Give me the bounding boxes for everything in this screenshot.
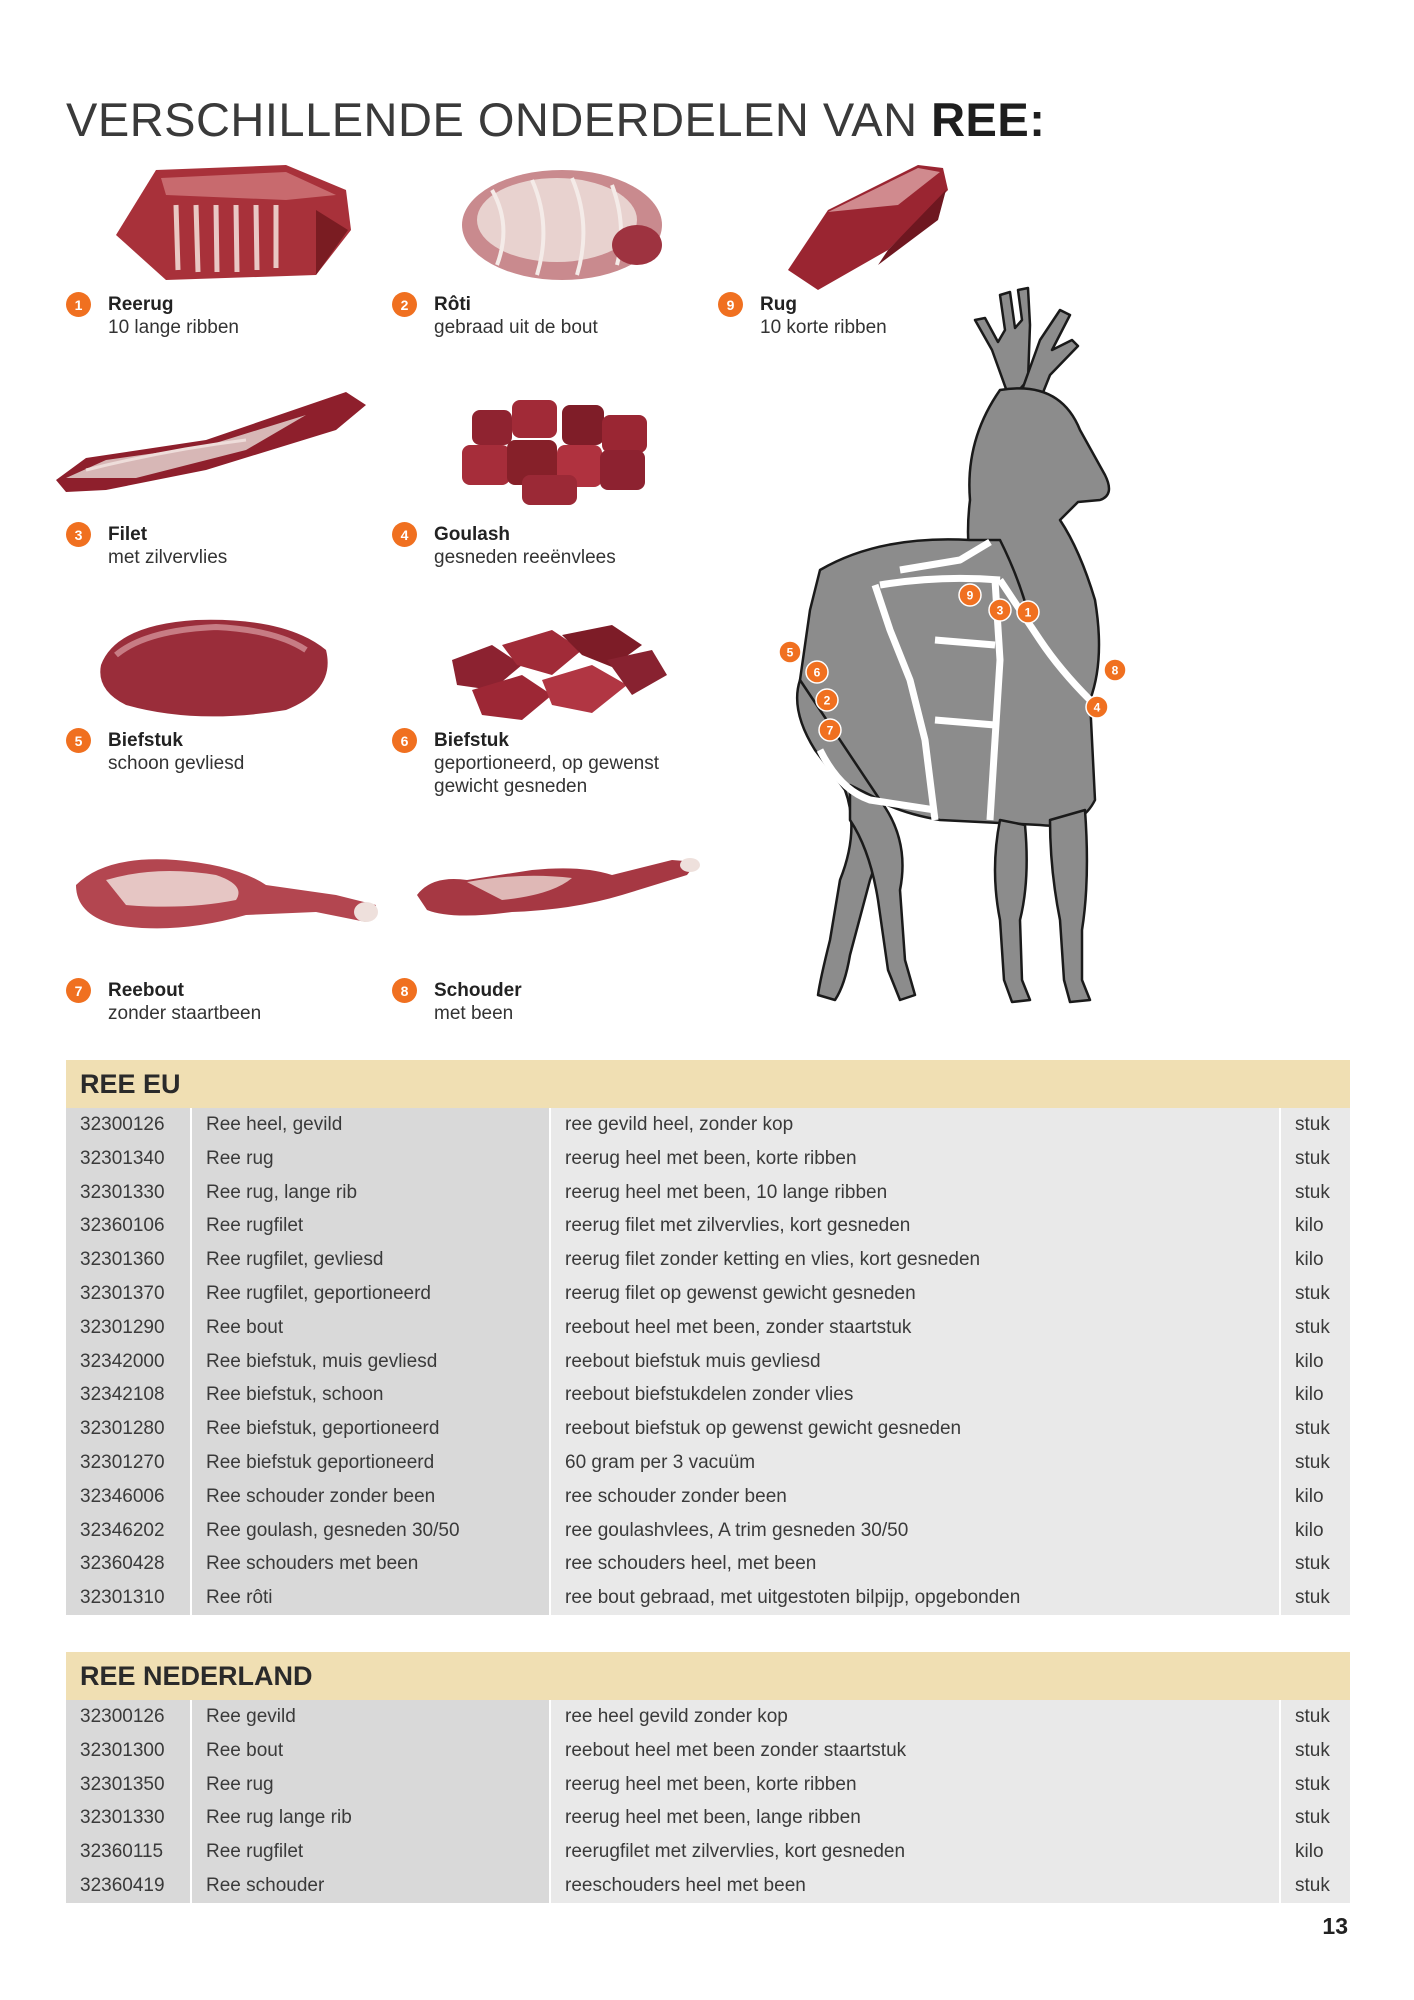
- product-unit: stuk: [1279, 1176, 1350, 1210]
- product-code: 32301340: [66, 1142, 190, 1176]
- product-description: reerug filet met zilvervlies, kort gesneden: [549, 1209, 1279, 1243]
- table-row: [66, 1514, 1350, 1548]
- product-unit: stuk: [1279, 1700, 1350, 1734]
- product-description: reebout heel met been zonder staartstuk: [549, 1734, 1279, 1768]
- product-name: Ree rug, lange rib: [190, 1176, 549, 1210]
- goulash-photo: [452, 380, 682, 510]
- table-row: [66, 1176, 1350, 1210]
- product-name: Ree biefstuk, muis gevliesd: [190, 1345, 549, 1379]
- table-row: [66, 1835, 1350, 1869]
- cut-desc: geportioneerd, op gewenst gewicht gesneden: [434, 753, 659, 797]
- cut-marker-label: 6: [813, 665, 821, 680]
- cut-desc: 10 korte ribben: [760, 317, 887, 338]
- cut-desc: schoon gevliesd: [108, 753, 245, 774]
- cut-marker: [1104, 659, 1126, 681]
- cut-filet: [66, 380, 386, 580]
- product-unit: stuk: [1279, 1142, 1350, 1176]
- cut-desc: zonder staartbeen: [108, 1003, 262, 1024]
- product-description: ree schouders heel, met been: [549, 1547, 1279, 1581]
- cut-reerug: [66, 150, 366, 350]
- cut-marker: [1086, 696, 1108, 718]
- cut-biefstuk-schoon: [66, 605, 366, 805]
- table-row: [66, 1311, 1350, 1345]
- cut-name: Reerug: [108, 294, 174, 315]
- schouder-photo: [412, 850, 712, 940]
- product-name: Ree schouder zonder been: [190, 1480, 549, 1514]
- product-description: reerug heel met been, 10 lange ribben: [549, 1176, 1279, 1210]
- product-name: Ree schouder: [190, 1869, 549, 1903]
- table-row: [66, 1277, 1350, 1311]
- cut-desc: met been: [434, 1003, 514, 1024]
- product-unit: kilo: [1279, 1243, 1350, 1277]
- product-unit: stuk: [1279, 1446, 1350, 1480]
- cut-marker: [989, 599, 1011, 621]
- product-description: ree bout gebraad, met uitgestoten bilpijp, opgebonden: [549, 1581, 1279, 1615]
- product-unit: stuk: [1279, 1311, 1350, 1345]
- product-unit: stuk: [1279, 1412, 1350, 1446]
- cut-number-badge: 9: [718, 292, 743, 317]
- cut-name: Filet: [108, 524, 148, 545]
- product-unit: kilo: [1279, 1345, 1350, 1379]
- product-name: Ree rugfilet: [190, 1835, 549, 1869]
- cut-number-badge: 3: [66, 522, 91, 547]
- product-name: Ree rugfilet, geportioneerd: [190, 1277, 549, 1311]
- cut-marker: [816, 689, 838, 711]
- cut-marker-label: 9: [966, 588, 974, 603]
- cut-biefstuk-geportioneerd: [392, 605, 712, 805]
- product-name: Ree biefstuk, geportioneerd: [190, 1412, 549, 1446]
- product-table-ree-nederland: [66, 1700, 1350, 1903]
- cut-name: Goulash: [434, 524, 511, 545]
- product-description: reebout heel met been, zonder staartstuk: [549, 1311, 1279, 1345]
- table-row: [66, 1243, 1350, 1277]
- product-unit: kilo: [1279, 1514, 1350, 1548]
- cut-desc: met zilvervlies: [108, 547, 228, 568]
- cut-marker-label: 5: [786, 645, 794, 660]
- product-unit: kilo: [1279, 1209, 1350, 1243]
- product-name: Ree biefstuk, schoon: [190, 1378, 549, 1412]
- product-description: ree goulashvlees, A trim gesneden 30/50: [549, 1514, 1279, 1548]
- product-name: Ree rug: [190, 1768, 549, 1802]
- product-name: Ree bout: [190, 1734, 549, 1768]
- product-unit: kilo: [1279, 1378, 1350, 1412]
- product-code: 32301370: [66, 1277, 190, 1311]
- section-title-ree-nederland: REE NEDERLAND: [66, 1652, 1350, 1700]
- product-name: Ree heel, gevild: [190, 1108, 549, 1142]
- product-code: 32301360: [66, 1243, 190, 1277]
- product-description: reerug heel met been, lange ribben: [549, 1801, 1279, 1835]
- product-unit: stuk: [1279, 1108, 1350, 1142]
- table-row: [66, 1209, 1350, 1243]
- product-code: 32301350: [66, 1768, 190, 1802]
- cut-number-badge: 5: [66, 728, 91, 753]
- cut-reebout: [66, 850, 386, 1030]
- product-code: 32300126: [66, 1108, 190, 1142]
- cut-desc: gesneden reeënvlees: [434, 547, 616, 568]
- page-title: [66, 92, 1045, 147]
- table-row: [66, 1547, 1350, 1581]
- table-row: [66, 1768, 1350, 1802]
- product-name: Ree rugfilet, gevliesd: [190, 1243, 549, 1277]
- product-description: reerug heel met been, korte ribben: [549, 1768, 1279, 1802]
- cut-marker-label: 4: [1093, 700, 1101, 715]
- product-unit: stuk: [1279, 1801, 1350, 1835]
- product-description: ree schouder zonder been: [549, 1480, 1279, 1514]
- cut-marker-label: 7: [826, 723, 834, 738]
- cut-roti: [392, 150, 692, 350]
- table-row: [66, 1700, 1350, 1734]
- product-code: 32301270: [66, 1446, 190, 1480]
- roti-photo: [452, 150, 682, 290]
- product-unit: stuk: [1279, 1869, 1350, 1903]
- cut-marker: [806, 661, 828, 683]
- product-unit: stuk: [1279, 1768, 1350, 1802]
- cut-name: Rôti: [434, 294, 471, 315]
- product-code: 32301290: [66, 1311, 190, 1345]
- cut-number-badge: 6: [392, 728, 417, 753]
- product-code: 32360106: [66, 1209, 190, 1243]
- cut-marker: [779, 641, 801, 663]
- cut-number-badge: 8: [392, 978, 417, 1003]
- table-row: [66, 1734, 1350, 1768]
- table-row: [66, 1480, 1350, 1514]
- biefstuk-photo: [86, 605, 346, 725]
- product-code: 32300126: [66, 1700, 190, 1734]
- product-name: Ree rugfilet: [190, 1209, 549, 1243]
- cut-name: Reebout: [108, 980, 184, 1001]
- product-table-ree-eu: [66, 1108, 1350, 1615]
- table-row: [66, 1108, 1350, 1142]
- product-description: 60 gram per 3 vacuüm: [549, 1446, 1279, 1480]
- deer-cut-diagram: [760, 280, 1360, 1020]
- product-unit: stuk: [1279, 1734, 1350, 1768]
- cut-name: Biefstuk: [434, 730, 509, 751]
- product-description: ree heel gevild zonder kop: [549, 1700, 1279, 1734]
- title-bold: REE:: [931, 93, 1046, 146]
- product-unit: stuk: [1279, 1581, 1350, 1615]
- product-description: reebout biefstukdelen zonder vlies: [549, 1378, 1279, 1412]
- rug-photo: [768, 150, 998, 290]
- table-row: [66, 1345, 1350, 1379]
- table-row: [66, 1446, 1350, 1480]
- product-description: reerug filet op gewenst gewicht gesneden: [549, 1277, 1279, 1311]
- cut-name: Rug: [760, 294, 797, 315]
- product-description: reerug filet zonder ketting en vlies, kort gesneden: [549, 1243, 1279, 1277]
- product-code: 32342108: [66, 1378, 190, 1412]
- cut-name: Schouder: [434, 980, 522, 1001]
- biefstuk-cubes-photo: [432, 605, 672, 725]
- table-row: [66, 1412, 1350, 1446]
- product-name: Ree biefstuk geportioneerd: [190, 1446, 549, 1480]
- cut-marker: [1017, 601, 1039, 623]
- table-row: [66, 1581, 1350, 1615]
- product-description: reeschouders heel met been: [549, 1869, 1279, 1903]
- product-name: Ree rôti: [190, 1581, 549, 1615]
- table-row: [66, 1378, 1350, 1412]
- product-code: 32301330: [66, 1801, 190, 1835]
- product-code: 32301300: [66, 1734, 190, 1768]
- product-name: Ree schouders met been: [190, 1547, 549, 1581]
- product-code: 32301330: [66, 1176, 190, 1210]
- product-code: 32346006: [66, 1480, 190, 1514]
- product-code: 32360115: [66, 1835, 190, 1869]
- cut-marker-label: 2: [823, 693, 831, 708]
- product-code: 32360428: [66, 1547, 190, 1581]
- title-light: VERSCHILLENDE ONDERDELEN VAN: [66, 93, 918, 146]
- product-description: reerug heel met been, korte ribben: [549, 1142, 1279, 1176]
- cut-number-badge: 4: [392, 522, 417, 547]
- product-name: Ree bout: [190, 1311, 549, 1345]
- cut-name: Biefstuk: [108, 730, 183, 751]
- cut-desc: 10 lange ribben: [108, 317, 239, 338]
- product-name: Ree gevild: [190, 1700, 549, 1734]
- product-unit: kilo: [1279, 1480, 1350, 1514]
- cut-goulash: [392, 380, 692, 580]
- product-unit: stuk: [1279, 1547, 1350, 1581]
- product-unit: stuk: [1279, 1277, 1350, 1311]
- product-name: Ree rug lange rib: [190, 1801, 549, 1835]
- cut-marker-label: 3: [996, 603, 1004, 618]
- reebout-photo: [66, 850, 386, 940]
- product-unit: kilo: [1279, 1835, 1350, 1869]
- cut-number-badge: 2: [392, 292, 417, 317]
- cut-marker: [819, 719, 841, 741]
- section-title-ree-eu: REE EU: [66, 1060, 1350, 1108]
- cut-marker: [959, 584, 981, 606]
- product-code: 32346202: [66, 1514, 190, 1548]
- page-number: 13: [1322, 1913, 1348, 1939]
- filet-photo: [46, 380, 376, 500]
- product-code: 32360419: [66, 1869, 190, 1903]
- table-row: [66, 1801, 1350, 1835]
- reerug-photo: [86, 150, 366, 290]
- product-description: ree gevild heel, zonder kop: [549, 1108, 1279, 1142]
- product-name: Ree rug: [190, 1142, 549, 1176]
- product-description: reebout biefstuk muis gevliesd: [549, 1345, 1279, 1379]
- cut-schouder: [392, 850, 712, 1030]
- cut-marker-label: 1: [1024, 605, 1032, 620]
- product-code: 32342000: [66, 1345, 190, 1379]
- product-name: Ree goulash, gesneden 30/50: [190, 1514, 549, 1548]
- product-code: 32301280: [66, 1412, 190, 1446]
- cut-number-badge: 7: [66, 978, 91, 1003]
- table-row: [66, 1869, 1350, 1903]
- table-row: [66, 1142, 1350, 1176]
- product-code: 32301310: [66, 1581, 190, 1615]
- cut-marker-label: 8: [1111, 663, 1119, 678]
- product-description: reerugfilet met zilvervlies, kort gesneden: [549, 1835, 1279, 1869]
- product-description: reebout biefstuk op gewenst gewicht gesneden: [549, 1412, 1279, 1446]
- cut-number-badge: 1: [66, 292, 91, 317]
- cut-desc: gebraad uit de bout: [434, 317, 598, 338]
